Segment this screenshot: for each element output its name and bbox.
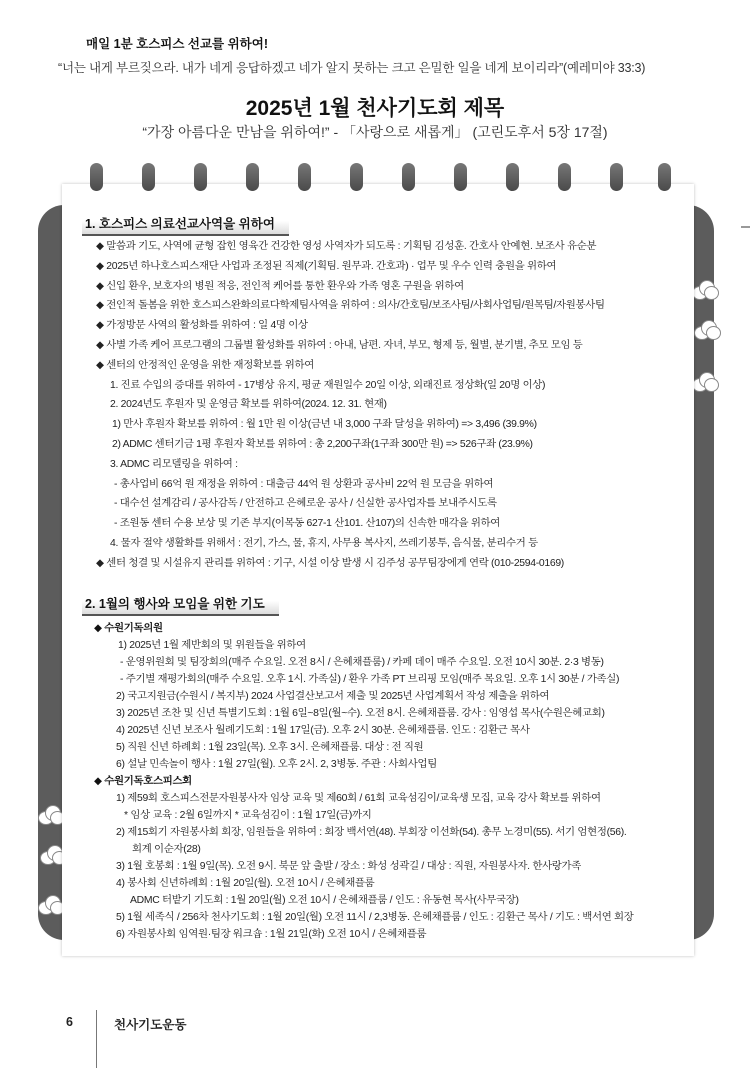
section2-line: 6) 자원봉사회 임역원·팀장 워크숍 : 1월 21일(화) 오전 10시 / 은혜채플룸: [116, 929, 427, 940]
binder-ring: [350, 163, 363, 191]
binder-rings: [62, 163, 694, 197]
binder-ring: [658, 163, 671, 191]
header-sub: 매일 1분 호스피스 선교를 위하여!: [86, 37, 268, 51]
side-divider: [741, 226, 750, 228]
section1-line: - 대수선 설계감리 / 공사감독 / 안전하고 은혜로운 공사 / 신실한 공사업자를 보내주시도록: [114, 498, 497, 510]
page-title: 2025년 1월 천사기도회 제목: [245, 97, 505, 120]
section-heading-2: 2. 1월의 행사와 모임을 위한 기도: [82, 592, 279, 616]
section1-line: 4. 물자 절약 생활화를 위해서 : 전기, 가스, 물, 휴지, 사무용 복사지, 쓰레기봉투, 음식물, 분리수거 등: [110, 538, 538, 549]
section1-line: 2. 2024년도 후원자 및 운영금 확보를 위하여(2024. 12. 31. 현재): [110, 399, 387, 411]
section2-line: ◆ 수원기독호스피스회: [94, 776, 192, 787]
binder-ring: [246, 163, 259, 191]
cloud-decoration: [692, 372, 718, 392]
page-number: 6: [66, 1015, 73, 1029]
section1-line: ◆ 센터의 안정적인 운영을 위한 재정확보를 위하여: [96, 359, 314, 371]
section2-line: 3) 1월 호봉회 : 1월 9일(목). 오전 9시. 북문 앞 출발 / 장소 : 화성 성곽길 / 대상 : 직원, 자원봉사자. 한사랑가족: [116, 861, 582, 872]
binder-ring: [298, 163, 311, 191]
binder-ring: [142, 163, 155, 191]
section2-line: 2) 국고지원금(수원시 / 복지부) 2024 사업결산보고서 제출 및 2025년 사업계획서 작성 제출을 위하여: [116, 691, 550, 702]
section2-line: 회계 이순자(28): [132, 844, 201, 855]
section2-line: 5) 1월 세족식 / 256차 천사기도회 : 1월 20일(월) 오전 11시 / 2,3병동. 은혜채플룸 / 인도 : 김환근 목사 / 기도 : 백서연 회장: [116, 912, 634, 923]
section1-line: ◆ 전인적 돌봄을 위한 호스피스완화의료다학제팀사역을 위하여 : 의사/간호팀/보조사팀/사회사업팀/원목팀/자원봉사팀: [96, 300, 605, 312]
section1-line: 1. 진료 수입의 증대를 위하여 - 17병상 유지, 평균 재원일수 20일 이상, 외래진료 정상화(일 20명 이상): [110, 379, 546, 391]
section2-line: - 운영위원회 및 팀장회의(매주 수요일. 오전 8시 / 은혜채플룸) / 카페 데이 매주 수요일. 오전 10시 30분. 2·3 병동): [120, 657, 604, 668]
header-quote: “너는 내게 부르짖으라. 내가 네게 응답하겠고 네가 알지 못하는 크고 은밀한 일을 네게 보이리라”(예레미야 33:3): [58, 61, 646, 75]
binder-ring: [194, 163, 207, 191]
section1-line: 2) ADMC 센터기금 1평 후원자 확보를 위하여 : 총 2,200구좌(1구좌 300만 원) => 526구좌 (23.9%): [112, 439, 533, 450]
binder-ring: [506, 163, 519, 191]
cloud-decoration: [694, 320, 720, 340]
cloud-decoration: [692, 280, 718, 300]
section2-line: 1) 2025년 1월 제반회의 및 위원들을 위하여: [118, 640, 306, 651]
section1-line: - 조원동 센터 수용 보상 및 기존 부지(이목동 627-1 산101. 산107)의 신속한 매각을 위하여: [114, 518, 501, 530]
section1-line: 3. ADMC 리모델링을 위하여 :: [110, 458, 238, 470]
binder-ring: [610, 163, 623, 191]
section2-line: - 주기별 재평가회의(매주 수요일. 오후 1시. 가족실) / 환우 가족 PT 브리핑 모임(매주 목요일. 오후 1시 30분 / 가족실): [120, 674, 620, 685]
section2-line: ADMC 터밭기 기도회 : 1월 20일(월) 오전 10시 / 은혜채플룸 / 인도 : 유동현 목사(사무국장): [130, 895, 519, 906]
section1-line: - 총사업비 66억 원 재정을 위하여 : 대출금 44억 원 상환과 공사비 22억 원 모금을 위하여: [114, 478, 494, 490]
cloud-decoration: [38, 895, 64, 915]
publication-name: 천사기도운동: [114, 1018, 187, 1032]
section1-line: 1) 만사 후원자 확보를 위하여 : 월 1만 원 이상(금년 내 3,000 구좌 달성을 위하여) => 3,496 (39.9%): [112, 419, 537, 431]
section2-line: 4) 봉사회 신년하례회 : 1월 20일(월). 오전 10시 / 은혜채플룸: [116, 878, 375, 889]
section1-line: ◆ 사별 가족 케어 프로그램의 그룹별 활성화를 위하여 : 아내, 남편. 자녀, 부모, 형제 등, 월별, 분기별, 추모 모임 등: [96, 340, 583, 351]
section2-line: * 임상 교육 : 2월 6일까지 * 교육섬김이 : 1월 17일(금)까지: [124, 810, 372, 821]
section2-line: ◆ 수원기독의원: [94, 623, 163, 634]
binder-ring: [454, 163, 467, 191]
section1-line: ◆ 말씀과 기도, 사역에 균형 잡힌 영육간 건강한 영성 사역자가 되도록 : 기획팀 김성훈. 간호사 안예현. 보조사 유순분: [96, 241, 597, 252]
section2-line: 2) 제15회기 자원봉사회 회장, 임원들을 위하여 : 회장 백서연(48). 부회장 이선화(54). 총무 노경미(55). 서기 엄현정(56).: [116, 827, 627, 838]
page-subtitle: “가장 아름다운 만남을 위하여!” - 「사랑으로 새롭게」 (고린도후서 5장 17절): [142, 124, 608, 140]
binder-ring: [558, 163, 571, 191]
section2-line: 3) 2025년 조찬 및 신년 특별기도회 : 1월 6일~8일(월~수). 오전 8시. 은혜채플룸. 강사 : 임영섭 목사(수원은혜교회): [116, 708, 605, 719]
section1-line: ◆ 센터 청결 및 시설유지 관리를 위하여 : 기구, 시설 이상 발생 시 김주성 공무팀장에게 연락 (010-2594-0169): [96, 557, 564, 569]
section2-line: 4) 2025년 신년 보조사 월례기도회 : 1월 17일(금). 오후 2시 30분. 은혜채플룸. 인도 : 김환근 목사: [116, 725, 530, 736]
section2-line: 6) 설날 민속놀이 행사 : 1월 27일(월). 오후 2시. 2, 3병동. 주관 : 사회사업팀: [116, 759, 437, 770]
cloud-decoration: [38, 805, 64, 825]
binder-ring: [402, 163, 415, 191]
section-heading-1: 1. 호스피스 의료선교사역을 위하여: [82, 212, 289, 236]
section2-line: 5) 직원 신년 하례회 : 1월 23일(목). 오후 3시. 은혜채플룸. 대상 : 전 직원: [116, 742, 424, 753]
section1-line: ◆ 2025년 하나호스피스재단 사업과 조정된 직제(기획팀. 원무과. 간호과) · 업무 및 우수 인력 충원을 위하여: [96, 260, 557, 272]
section1-line: ◆ 가정방문 사역의 활성화를 위하여 : 일 4명 이상: [96, 320, 308, 332]
footer-divider: [96, 1010, 97, 1068]
binder-ring: [90, 163, 103, 191]
section1-line: ◆ 신입 환우, 보호자의 병원 적응, 전인적 케어를 통한 환우와 가족 영혼 구원을 위하여: [96, 280, 464, 292]
section2-line: 1) 제59회 호스피스전문자원봉사자 임상 교육 및 제60회 / 61회 교육섬김이/교육생 모집, 교육 강사 확보를 위하여: [116, 793, 601, 804]
